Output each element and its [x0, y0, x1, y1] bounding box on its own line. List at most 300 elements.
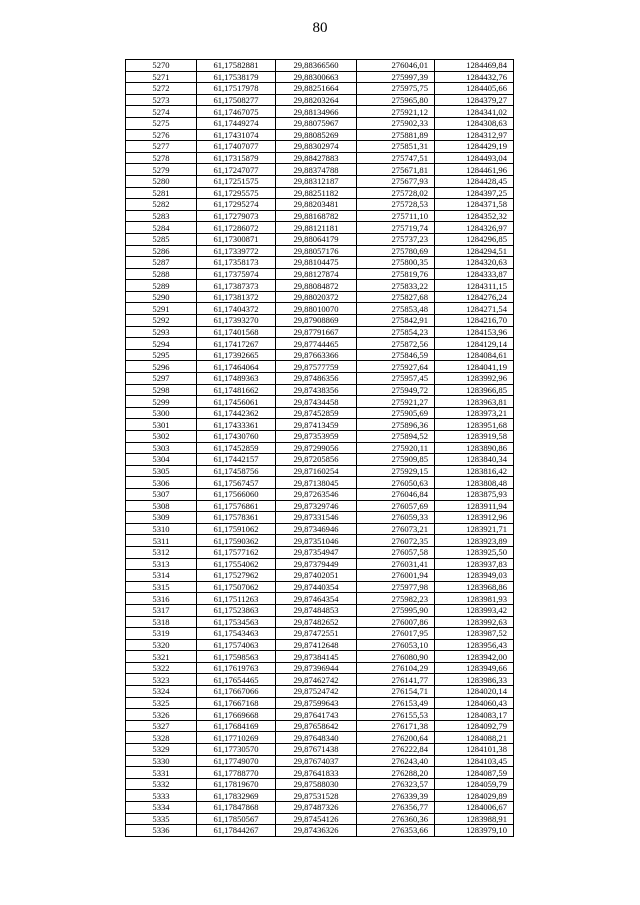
x-coordinate-cell: 275896,36: [357, 419, 435, 431]
latitude-cell: 61,17489363: [197, 373, 276, 385]
x-coordinate-cell: 275997,39: [357, 71, 435, 83]
longitude-cell: 29,87353959: [276, 431, 357, 443]
longitude-cell: 29,87486356: [276, 373, 357, 385]
longitude-cell: 29,88085269: [276, 129, 357, 141]
x-coordinate-cell: 276356,77: [357, 802, 435, 814]
x-coordinate-cell: 275921,27: [357, 396, 435, 408]
y-coordinate-cell: 1284087,59: [435, 767, 514, 779]
x-coordinate-cell: 276031,41: [357, 558, 435, 570]
x-coordinate-cell: 275909,85: [357, 454, 435, 466]
longitude-cell: 29,87674037: [276, 755, 357, 767]
point-number-cell: 5327: [126, 720, 197, 732]
longitude-cell: 29,87440354: [276, 581, 357, 593]
point-number-cell: 5329: [126, 744, 197, 756]
table-row: [126, 303, 514, 315]
point-number-cell: 5310: [126, 523, 197, 535]
y-coordinate-cell: 1283919,58: [435, 431, 514, 443]
y-coordinate-cell: 1283808,48: [435, 477, 514, 489]
x-coordinate-cell: 275894,52: [357, 431, 435, 443]
latitude-cell: 61,17578361: [197, 512, 276, 524]
table-row: [126, 222, 514, 234]
latitude-cell: 61,17684169: [197, 720, 276, 732]
point-number-cell: 5300: [126, 407, 197, 419]
longitude-cell: 29,87472551: [276, 628, 357, 640]
x-coordinate-cell: 276007,86: [357, 616, 435, 628]
latitude-cell: 61,17442157: [197, 454, 276, 466]
point-number-cell: 5330: [126, 755, 197, 767]
latitude-cell: 61,17543463: [197, 628, 276, 640]
table-row: [126, 477, 514, 489]
x-coordinate-cell: 275827,68: [357, 291, 435, 303]
x-coordinate-cell: 276001,94: [357, 570, 435, 582]
longitude-cell: 29,87588030: [276, 778, 357, 790]
point-number-cell: 5302: [126, 431, 197, 443]
latitude-cell: 61,17527962: [197, 570, 276, 582]
x-coordinate-cell: 276057,58: [357, 546, 435, 558]
x-coordinate-cell: 275920,11: [357, 442, 435, 454]
y-coordinate-cell: 1284029,89: [435, 790, 514, 802]
table-row: [126, 778, 514, 790]
table-row: [126, 616, 514, 628]
longitude-cell: 29,87663366: [276, 349, 357, 361]
longitude-cell: 29,87464354: [276, 593, 357, 605]
x-coordinate-cell: 275780,69: [357, 245, 435, 257]
latitude-cell: 61,17456061: [197, 396, 276, 408]
latitude-cell: 61,17339772: [197, 245, 276, 257]
longitude-cell: 29,87599643: [276, 697, 357, 709]
latitude-cell: 61,17430760: [197, 431, 276, 443]
longitude-cell: 29,88251182: [276, 187, 357, 199]
point-number-cell: 5301: [126, 419, 197, 431]
table-row: [126, 639, 514, 651]
y-coordinate-cell: 1283911,94: [435, 500, 514, 512]
longitude-cell: 29,87454126: [276, 813, 357, 825]
x-coordinate-cell: 276243,40: [357, 755, 435, 767]
y-coordinate-cell: 1283925,50: [435, 546, 514, 558]
longitude-cell: 29,87436326: [276, 825, 357, 837]
point-number-cell: 5309: [126, 512, 197, 524]
latitude-cell: 61,17749070: [197, 755, 276, 767]
latitude-cell: 61,17554062: [197, 558, 276, 570]
y-coordinate-cell: 1284432,76: [435, 71, 514, 83]
longitude-cell: 29,88203264: [276, 94, 357, 106]
x-coordinate-cell: 276046,84: [357, 488, 435, 500]
y-coordinate-cell: 1283988,91: [435, 813, 514, 825]
latitude-cell: 61,17567457: [197, 477, 276, 489]
point-number-cell: 5323: [126, 674, 197, 686]
point-number-cell: 5314: [126, 570, 197, 582]
y-coordinate-cell: 1283912,96: [435, 512, 514, 524]
table-row: [126, 141, 514, 153]
table-row: [126, 686, 514, 698]
table-row: [126, 199, 514, 211]
latitude-cell: 61,17401568: [197, 326, 276, 338]
table-row: [126, 164, 514, 176]
point-number-cell: 5321: [126, 651, 197, 663]
latitude-cell: 61,17464064: [197, 361, 276, 373]
table-row: [126, 825, 514, 837]
longitude-cell: 29,87299056: [276, 442, 357, 454]
y-coordinate-cell: 1284101,38: [435, 744, 514, 756]
table-row: [126, 813, 514, 825]
longitude-cell: 29,87487326: [276, 802, 357, 814]
y-coordinate-cell: 1283966,85: [435, 384, 514, 396]
latitude-cell: 61,17577162: [197, 546, 276, 558]
table-row: [126, 431, 514, 443]
latitude-cell: 61,17315879: [197, 152, 276, 164]
y-coordinate-cell: 1284060,43: [435, 697, 514, 709]
longitude-cell: 29,88134966: [276, 106, 357, 118]
y-coordinate-cell: 1284294,51: [435, 245, 514, 257]
table-row: [126, 500, 514, 512]
point-number-cell: 5274: [126, 106, 197, 118]
point-number-cell: 5286: [126, 245, 197, 257]
table-row: [126, 291, 514, 303]
longitude-cell: 29,88251664: [276, 83, 357, 95]
table-row: [126, 662, 514, 674]
y-coordinate-cell: 1283992,96: [435, 373, 514, 385]
latitude-cell: 61,17847868: [197, 802, 276, 814]
y-coordinate-cell: 1284379,27: [435, 94, 514, 106]
latitude-cell: 61,17300871: [197, 233, 276, 245]
latitude-cell: 61,17467075: [197, 106, 276, 118]
table-row: [126, 488, 514, 500]
table-row: [126, 373, 514, 385]
x-coordinate-cell: 276073,21: [357, 523, 435, 535]
table-row: [126, 326, 514, 338]
latitude-cell: 61,17417267: [197, 338, 276, 350]
x-coordinate-cell: 275737,23: [357, 233, 435, 245]
latitude-cell: 61,17375974: [197, 268, 276, 280]
y-coordinate-cell: 1284371,58: [435, 199, 514, 211]
y-coordinate-cell: 1284088,21: [435, 732, 514, 744]
latitude-cell: 61,17295274: [197, 199, 276, 211]
longitude-cell: 29,87138045: [276, 477, 357, 489]
table-row: [126, 755, 514, 767]
table-row: [126, 732, 514, 744]
longitude-cell: 29,87577759: [276, 361, 357, 373]
point-number-cell: 5317: [126, 604, 197, 616]
y-coordinate-cell: 1284428,45: [435, 175, 514, 187]
point-number-cell: 5326: [126, 709, 197, 721]
longitude-cell: 29,88121181: [276, 222, 357, 234]
y-coordinate-cell: 1283949,66: [435, 662, 514, 674]
latitude-cell: 61,17431074: [197, 129, 276, 141]
y-coordinate-cell: 1284326,97: [435, 222, 514, 234]
longitude-cell: 29,87205856: [276, 454, 357, 466]
table-row: [126, 60, 514, 72]
y-coordinate-cell: 1283973,21: [435, 407, 514, 419]
x-coordinate-cell: 275881,89: [357, 129, 435, 141]
point-number-cell: 5290: [126, 291, 197, 303]
x-coordinate-cell: 275728,53: [357, 199, 435, 211]
table-row: [126, 94, 514, 106]
latitude-cell: 61,17582881: [197, 60, 276, 72]
latitude-cell: 61,17286072: [197, 222, 276, 234]
latitude-cell: 61,17507062: [197, 581, 276, 593]
point-number-cell: 5333: [126, 790, 197, 802]
table-row: [126, 546, 514, 558]
table-row: [126, 581, 514, 593]
table-row: [126, 361, 514, 373]
longitude-cell: 29,87354947: [276, 546, 357, 558]
x-coordinate-cell: 275819,76: [357, 268, 435, 280]
y-coordinate-cell: 1284296,85: [435, 233, 514, 245]
point-number-cell: 5303: [126, 442, 197, 454]
point-number-cell: 5273: [126, 94, 197, 106]
point-number-cell: 5335: [126, 813, 197, 825]
x-coordinate-cell: 275949,72: [357, 384, 435, 396]
y-coordinate-cell: 1283968,86: [435, 581, 514, 593]
x-coordinate-cell: 275854,23: [357, 326, 435, 338]
latitude-cell: 61,17393270: [197, 315, 276, 327]
x-coordinate-cell: 275982,23: [357, 593, 435, 605]
y-coordinate-cell: 1283890,86: [435, 442, 514, 454]
table-row: [126, 512, 514, 524]
x-coordinate-cell: 275957,45: [357, 373, 435, 385]
latitude-cell: 61,17511263: [197, 593, 276, 605]
longitude-cell: 29,88127874: [276, 268, 357, 280]
point-number-cell: 5332: [126, 778, 197, 790]
x-coordinate-cell: 276288,20: [357, 767, 435, 779]
table-row: [126, 71, 514, 83]
table-row: [126, 106, 514, 118]
table-row: [126, 558, 514, 570]
y-coordinate-cell: 1284129,14: [435, 338, 514, 350]
table-row: [126, 767, 514, 779]
point-number-cell: 5296: [126, 361, 197, 373]
point-number-cell: 5288: [126, 268, 197, 280]
point-number-cell: 5304: [126, 454, 197, 466]
y-coordinate-cell: 1284153,96: [435, 326, 514, 338]
latitude-cell: 61,17591062: [197, 523, 276, 535]
point-number-cell: 5277: [126, 141, 197, 153]
longitude-cell: 29,88168782: [276, 210, 357, 222]
x-coordinate-cell: 275902,33: [357, 117, 435, 129]
table-row: [126, 152, 514, 164]
longitude-cell: 29,87482652: [276, 616, 357, 628]
x-coordinate-cell: 276360,36: [357, 813, 435, 825]
table-row: [126, 465, 514, 477]
y-coordinate-cell: 1283921,71: [435, 523, 514, 535]
point-number-cell: 5324: [126, 686, 197, 698]
x-coordinate-cell: 275853,48: [357, 303, 435, 315]
y-coordinate-cell: 1283875,93: [435, 488, 514, 500]
latitude-cell: 61,17534563: [197, 616, 276, 628]
latitude-cell: 61,17788770: [197, 767, 276, 779]
table-row: [126, 268, 514, 280]
longitude-cell: 29,87351046: [276, 535, 357, 547]
y-coordinate-cell: 1283949,03: [435, 570, 514, 582]
table-row: [126, 129, 514, 141]
table-row: [126, 523, 514, 535]
latitude-cell: 61,17710269: [197, 732, 276, 744]
latitude-cell: 61,17404372: [197, 303, 276, 315]
x-coordinate-cell: 275851,31: [357, 141, 435, 153]
longitude-cell: 29,87452859: [276, 407, 357, 419]
point-number-cell: 5291: [126, 303, 197, 315]
x-coordinate-cell: 276339,39: [357, 790, 435, 802]
longitude-cell: 29,88374788: [276, 164, 357, 176]
point-number-cell: 5334: [126, 802, 197, 814]
latitude-cell: 61,17667066: [197, 686, 276, 698]
y-coordinate-cell: 1283923,89: [435, 535, 514, 547]
table-row: [126, 628, 514, 640]
y-coordinate-cell: 1284352,32: [435, 210, 514, 222]
longitude-cell: 29,87412648: [276, 639, 357, 651]
latitude-cell: 61,17844267: [197, 825, 276, 837]
y-coordinate-cell: 1284308,63: [435, 117, 514, 129]
x-coordinate-cell: 275842,91: [357, 315, 435, 327]
longitude-cell: 29,87379449: [276, 558, 357, 570]
y-coordinate-cell: 1284271,54: [435, 303, 514, 315]
latitude-cell: 61,17481662: [197, 384, 276, 396]
longitude-cell: 29,88104475: [276, 257, 357, 269]
longitude-cell: 29,87438356: [276, 384, 357, 396]
y-coordinate-cell: 1283840,34: [435, 454, 514, 466]
point-number-cell: 5270: [126, 60, 197, 72]
table-row: [126, 802, 514, 814]
point-number-cell: 5292: [126, 315, 197, 327]
table-row: [126, 83, 514, 95]
table-row: [126, 419, 514, 431]
table-row: [126, 187, 514, 199]
table-row: [126, 454, 514, 466]
point-number-cell: 5307: [126, 488, 197, 500]
point-number-cell: 5318: [126, 616, 197, 628]
x-coordinate-cell: 276141,77: [357, 674, 435, 686]
x-coordinate-cell: 275977,98: [357, 581, 435, 593]
y-coordinate-cell: 1284084,61: [435, 349, 514, 361]
point-number-cell: 5328: [126, 732, 197, 744]
x-coordinate-cell: 275921,12: [357, 106, 435, 118]
x-coordinate-cell: 276353,66: [357, 825, 435, 837]
y-coordinate-cell: 1284311,15: [435, 280, 514, 292]
longitude-cell: 29,88010070: [276, 303, 357, 315]
x-coordinate-cell: 276072,35: [357, 535, 435, 547]
longitude-cell: 29,87384145: [276, 651, 357, 663]
table-row: [126, 697, 514, 709]
latitude-cell: 61,17566060: [197, 488, 276, 500]
longitude-cell: 29,87658642: [276, 720, 357, 732]
latitude-cell: 61,17508277: [197, 94, 276, 106]
x-coordinate-cell: 276057,69: [357, 500, 435, 512]
longitude-cell: 29,87462742: [276, 674, 357, 686]
point-number-cell: 5281: [126, 187, 197, 199]
x-coordinate-cell: 275927,64: [357, 361, 435, 373]
table-row: [126, 384, 514, 396]
y-coordinate-cell: 1283951,68: [435, 419, 514, 431]
y-coordinate-cell: 1284469,84: [435, 60, 514, 72]
table-row: [126, 315, 514, 327]
point-number-cell: 5305: [126, 465, 197, 477]
latitude-cell: 61,17279073: [197, 210, 276, 222]
table-row: [126, 604, 514, 616]
x-coordinate-cell: 276154,71: [357, 686, 435, 698]
y-coordinate-cell: 1284041,19: [435, 361, 514, 373]
latitude-cell: 61,17449274: [197, 117, 276, 129]
x-coordinate-cell: 275719,74: [357, 222, 435, 234]
longitude-cell: 29,87671438: [276, 744, 357, 756]
longitude-cell: 29,88302974: [276, 141, 357, 153]
x-coordinate-cell: 275846,59: [357, 349, 435, 361]
point-number-cell: 5287: [126, 257, 197, 269]
latitude-cell: 61,17730570: [197, 744, 276, 756]
point-number-cell: 5295: [126, 349, 197, 361]
latitude-cell: 61,17538179: [197, 71, 276, 83]
y-coordinate-cell: 1284276,24: [435, 291, 514, 303]
x-coordinate-cell: 275965,80: [357, 94, 435, 106]
table-row: [126, 233, 514, 245]
y-coordinate-cell: 1283979,10: [435, 825, 514, 837]
y-coordinate-cell: 1283937,83: [435, 558, 514, 570]
page-number: 80: [312, 20, 328, 36]
point-number-cell: 5279: [126, 164, 197, 176]
point-number-cell: 5306: [126, 477, 197, 489]
point-number-cell: 5293: [126, 326, 197, 338]
table-row: [126, 117, 514, 129]
longitude-cell: 29,87331546: [276, 512, 357, 524]
table-row: [126, 396, 514, 408]
point-number-cell: 5282: [126, 199, 197, 211]
x-coordinate-cell: 276171,38: [357, 720, 435, 732]
point-number-cell: 5298: [126, 384, 197, 396]
latitude-cell: 61,17619763: [197, 662, 276, 674]
point-number-cell: 5331: [126, 767, 197, 779]
x-coordinate-cell: 275905,69: [357, 407, 435, 419]
longitude-cell: 29,87329746: [276, 500, 357, 512]
latitude-cell: 61,17407077: [197, 141, 276, 153]
x-coordinate-cell: 276017,95: [357, 628, 435, 640]
point-number-cell: 5308: [126, 500, 197, 512]
x-coordinate-cell: 276050,63: [357, 477, 435, 489]
y-coordinate-cell: 1283963,81: [435, 396, 514, 408]
y-coordinate-cell: 1284006,67: [435, 802, 514, 814]
latitude-cell: 61,17442362: [197, 407, 276, 419]
point-number-cell: 5336: [126, 825, 197, 837]
y-coordinate-cell: 1283956,43: [435, 639, 514, 651]
longitude-cell: 29,87434458: [276, 396, 357, 408]
latitude-cell: 61,17576861: [197, 500, 276, 512]
table-row: [126, 651, 514, 663]
longitude-cell: 29,87744465: [276, 338, 357, 350]
longitude-cell: 29,87402051: [276, 570, 357, 582]
x-coordinate-cell: 275747,51: [357, 152, 435, 164]
y-coordinate-cell: 1284103,45: [435, 755, 514, 767]
longitude-cell: 29,88312187: [276, 175, 357, 187]
x-coordinate-cell: 275671,81: [357, 164, 435, 176]
table-row: [126, 407, 514, 419]
longitude-cell: 29,87908869: [276, 315, 357, 327]
y-coordinate-cell: 1283986,33: [435, 674, 514, 686]
y-coordinate-cell: 1284083,17: [435, 709, 514, 721]
table-row: [126, 442, 514, 454]
latitude-cell: 61,17667168: [197, 697, 276, 709]
y-coordinate-cell: 1283942,00: [435, 651, 514, 663]
table-row: [126, 349, 514, 361]
point-number-cell: 5315: [126, 581, 197, 593]
latitude-cell: 61,17358173: [197, 257, 276, 269]
x-coordinate-cell: 276200,64: [357, 732, 435, 744]
x-coordinate-cell: 276153,49: [357, 697, 435, 709]
point-number-cell: 5276: [126, 129, 197, 141]
longitude-cell: 29,88075967: [276, 117, 357, 129]
point-number-cell: 5320: [126, 639, 197, 651]
latitude-cell: 61,17247077: [197, 164, 276, 176]
x-coordinate-cell: 275872,56: [357, 338, 435, 350]
longitude-cell: 29,88084872: [276, 280, 357, 292]
table-row: [126, 280, 514, 292]
